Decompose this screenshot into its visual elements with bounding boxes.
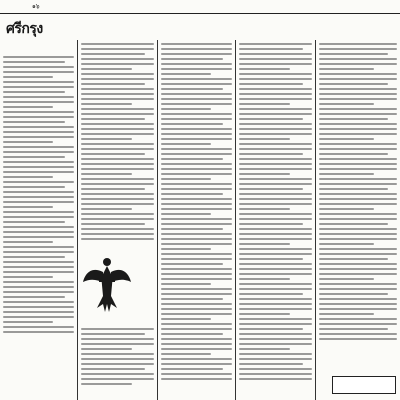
- column-4-body: [239, 43, 312, 380]
- garuda-emblem-icon: [81, 252, 133, 314]
- column-5: [316, 40, 400, 400]
- column-4: [236, 40, 316, 400]
- column-2-body: [81, 43, 154, 240]
- page-marker: ๑๖: [32, 3, 40, 10]
- column-3-body: [161, 43, 232, 380]
- running-header: [0, 0, 400, 14]
- column-2-body-lower: [81, 328, 154, 385]
- bottom-right-box: [332, 376, 396, 394]
- column-1: [0, 40, 78, 400]
- column-3: [158, 40, 236, 400]
- masthead-title: ศรีกรุง: [6, 21, 43, 37]
- column-1-body: [3, 56, 74, 333]
- column-5-body: [319, 43, 397, 340]
- column-2: [78, 40, 158, 400]
- article-columns: [0, 40, 400, 400]
